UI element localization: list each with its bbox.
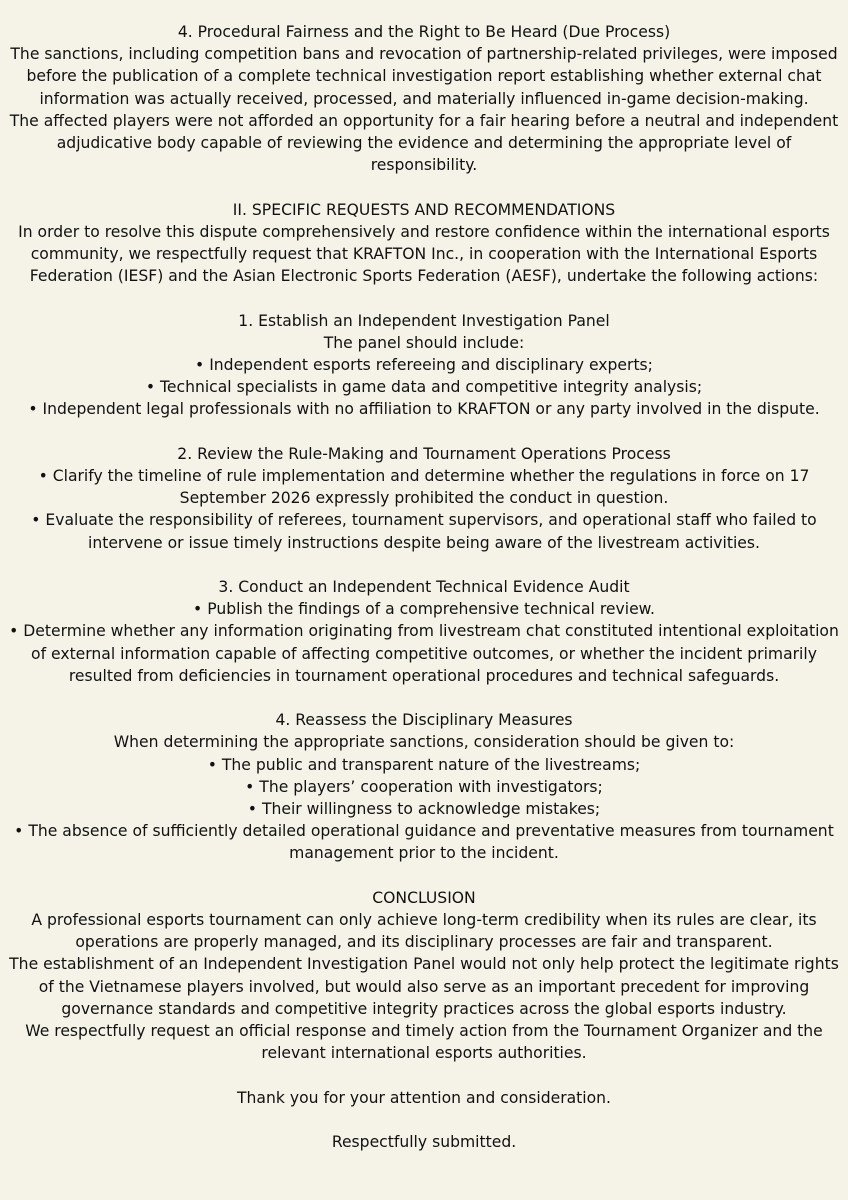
list-item: • Evaluate the responsibility of referees, tournament supervisors, and operational staff who failed to intervene or issue timely instructions despite being aware of the livestream activities.: [31, 511, 817, 552]
panel-section: [8, 310, 840, 421]
reassess-lead: When determining the appropriate sanctions, consideration should be given to:: [113, 733, 735, 752]
due-process-heading: 4. Procedural Fairness and the Right to Be Heard (Due Process): [177, 23, 671, 41]
reassess-section: [8, 709, 840, 864]
list-item: • Independent legal professionals with no affiliation to KRAFTON or any party involved in the dispute.: [28, 400, 820, 419]
panel-heading: 1. Establish an Independent Investigation Panel: [238, 311, 610, 330]
review-heading: 2. Review the Rule-Making and Tournament Operations Process: [177, 444, 671, 463]
list-item: • Determine whether any information originating from livestream chat constituted intentional exploitation of external information capable of affecting competitive outcomes, or whether the incident primarily resulted from deficiencies in tournament operational procedures and technical safeguards.: [9, 622, 839, 685]
reassess-heading: 4. Reassess the Disciplinary Measures: [275, 711, 573, 730]
requests-intro: In order to resolve this dispute comprehensively and restore confidence within the international esports community, we respectfully request that KRAFTON Inc., in cooperation with the International Esports Federation (IESF) and the Asian Electronic Sports Federation (AESF), undertake the following actions:: [18, 222, 830, 286]
review-section: [8, 443, 840, 554]
list-item: • Publish the findings of a comprehensive technical review.: [193, 600, 655, 619]
list-item: • The absence of sufficiently detailed operational guidance and preventative measures from tournament management prior to the incident.: [14, 822, 834, 863]
list-item: • Technical specialists in game data and competitive integrity analysis;: [145, 378, 703, 397]
due-process-paragraph: The sanctions, including competition bans and revocation of partnership-related privileges, were imposed before the publication of a complete technical investigation report establishing whether external chat information was actually received, processed, and materially influenced in-game decision-making.: [10, 45, 838, 108]
panel-lead: The panel should include:: [323, 333, 525, 352]
conclusion-paragraph: A professional esports tournament can only achieve long-term credibility when its rules are clear, its operations are properly managed, and its disciplinary processes are fair and transparent.: [31, 911, 817, 952]
list-item: • Their willingness to acknowledge mistakes;: [247, 800, 601, 819]
requests-heading: II. SPECIFIC REQUESTS AND RECOMMENDATIONS: [232, 200, 616, 219]
list-item: • Clarify the timeline of rule implementation and determine whether the regulations in force on 17 September 2026 expressly prohibited the conduct in question.: [38, 467, 810, 508]
requests-section: [8, 199, 840, 288]
list-item: • Independent esports refereeing and disciplinary experts;: [195, 356, 653, 375]
thanks-section: [8, 1087, 840, 1109]
conclusion-paragraph: We respectfully request an official response and timely action from the Tournament Organizer and the relevant international esports authorities.: [25, 1022, 823, 1063]
due-process-paragraph: The affected players were not afforded an opportunity for a fair hearing before a neutral and independent adjudicative body capable of reviewing the evidence and determining the appropriate level of responsibility.: [9, 111, 839, 175]
signoff-line: Respectfully submitted.: [331, 1133, 517, 1152]
list-item: • The public and transparent nature of the livestreams;: [207, 755, 641, 774]
audit-heading: 3. Conduct an Independent Technical Evidence Audit: [218, 578, 630, 597]
conclusion-paragraph: The establishment of an Independent Investigation Panel would not only help protect the legitimate rights of the Vietnamese players involved, but would also serve as an important precedent for improving governance standards and competitive integrity practices across the global esports industry.: [9, 955, 839, 1018]
due-process-section: [8, 21, 840, 176]
conclusion-heading: CONCLUSION: [372, 888, 476, 907]
audit-section: [8, 576, 840, 687]
thanks-line: Thank you for your attention and consideration.: [237, 1088, 611, 1107]
conclusion-section: [8, 887, 840, 1065]
list-item: • The players’ cooperation with investigators;: [245, 777, 603, 796]
signoff-section: [8, 1131, 840, 1153]
